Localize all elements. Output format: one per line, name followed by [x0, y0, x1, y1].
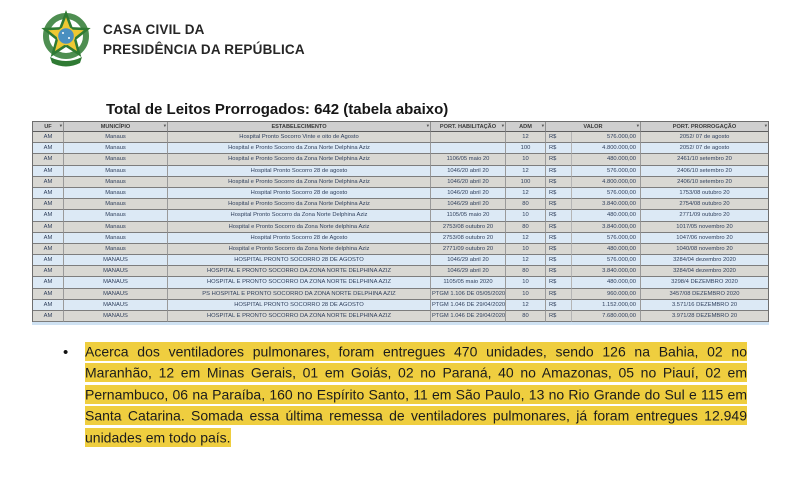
cell-municipio: MANAUS	[64, 266, 168, 277]
cell-estabelecimento: PS HOSPITAL E PRONTO SOCORRO DA ZONA NORTE DELPHINA AZIZ	[168, 289, 431, 300]
cell-port-prorrogacao: 3.571/16 DEZEMBRO 20	[641, 300, 768, 311]
cell-estabelecimento: Hospital e Pronto Socorro da Zona Norte Delphina Aziz	[168, 177, 431, 188]
cell-port-habilitacao: 1046/29 abril 20	[431, 255, 506, 266]
cell-valor: 576.000,00	[572, 188, 641, 199]
cell-currency: R$	[546, 300, 572, 311]
cell-municipio: Manaus	[64, 244, 168, 255]
cell-adm: 100	[506, 177, 546, 188]
column-label: VALOR	[583, 123, 603, 130]
table-row	[33, 233, 768, 244]
cell-municipio: MANAUS	[64, 300, 168, 311]
column-header-port-prorrogacao	[641, 122, 768, 132]
beds-table	[32, 121, 769, 323]
column-header-adm	[506, 122, 546, 132]
column-label: PORT. PRORROGAÇÃO	[672, 123, 737, 130]
cell-currency: R$	[546, 154, 572, 165]
cell-port-habilitacao: 2753/08 outubro 20	[431, 233, 506, 244]
cell-adm: 12	[506, 166, 546, 177]
cell-valor: 576.000,00	[572, 255, 641, 266]
cell-adm: 80	[506, 199, 546, 210]
table-row	[33, 132, 768, 143]
cell-valor: 576.000,00	[572, 233, 641, 244]
column-header-estabelecimento	[168, 122, 431, 132]
cell-uf: AM	[33, 166, 64, 177]
ventilators-paragraph	[85, 341, 747, 449]
cell-adm: 12	[506, 300, 546, 311]
cell-port-prorrogacao: 3457/08 DEZEMBRO 2020	[641, 289, 768, 300]
cell-estabelecimento: Hospital Pronto Socorro 28 de Agosto	[168, 233, 431, 244]
cell-estabelecimento: Hospital e Pronto Socorro da Zona Norte Delphina Aziz	[168, 199, 431, 210]
cell-municipio: MANAUS	[64, 277, 168, 288]
column-label: MUNICÍPIO	[100, 123, 131, 130]
cell-currency: R$	[546, 166, 572, 177]
cell-currency: R$	[546, 277, 572, 288]
cell-valor: 480.000,00	[572, 244, 641, 255]
cell-adm: 10	[506, 210, 546, 221]
cell-currency: R$	[546, 311, 572, 322]
cell-valor: 3.840.000,00	[572, 222, 641, 233]
cell-estabelecimento: Hospital e Pronto Socorro da Zona Norte Delphina Aziz	[168, 154, 431, 165]
table-row	[33, 255, 768, 266]
table-title: Total de Leitos Prorrogados: 642 (tabela abaixo)	[106, 101, 449, 118]
cell-uf: AM	[33, 300, 64, 311]
table-row	[33, 222, 768, 233]
cell-port-prorrogacao: 2406/10 setembro 20	[641, 177, 768, 188]
cell-currency: R$	[546, 233, 572, 244]
column-label: ESTABELECIMENTO	[271, 123, 327, 130]
filter-icon: ▾	[764, 122, 767, 128]
cell-port-habilitacao: PTGM 1.106 DE 05/05/2020	[431, 289, 506, 300]
table-row	[33, 266, 768, 277]
cell-port-prorrogacao: 2052/ 07 de agosto	[641, 132, 768, 143]
cell-municipio: Manaus	[64, 222, 168, 233]
cell-port-habilitacao: PTGM 1.046 DE 29/04/2020	[431, 300, 506, 311]
cell-port-prorrogacao: 3284/04 dezembro 2020	[641, 255, 768, 266]
cell-adm: 80	[506, 222, 546, 233]
cell-currency: R$	[546, 199, 572, 210]
cell-port-prorrogacao: 2052/ 07 de agosto	[641, 143, 768, 154]
filter-icon: ▾	[501, 122, 504, 128]
cell-port-habilitacao: 2771/09 outubro 20	[431, 244, 506, 255]
org-line-2: PRESIDÊNCIA DA REPÚBLICA	[103, 42, 305, 57]
cell-adm: 10	[506, 154, 546, 165]
cell-municipio: MANAUS	[64, 255, 168, 266]
org-title	[103, 20, 305, 60]
cell-adm: 80	[506, 311, 546, 322]
table-bottom-strip	[32, 322, 769, 325]
cell-municipio: Manaus	[64, 199, 168, 210]
table-row	[33, 210, 768, 221]
table-row	[33, 244, 768, 255]
table-header-row	[33, 122, 768, 132]
cell-adm: 12	[506, 132, 546, 143]
filter-icon: ▾	[636, 122, 639, 128]
cell-port-habilitacao	[431, 143, 506, 154]
cell-estabelecimento: HOSPITAL PRONTO SOCORRO 28 DE AGOSTO	[168, 300, 431, 311]
cell-uf: AM	[33, 266, 64, 277]
column-header-port-habilitacao	[431, 122, 506, 132]
cell-port-prorrogacao: 1753/08 outubro 20	[641, 188, 768, 199]
cell-estabelecimento: Hospital Pronto Socorro 28 de agosto	[168, 188, 431, 199]
column-label: ADM	[519, 123, 532, 130]
filter-icon: ▾	[59, 122, 62, 128]
cell-estabelecimento: Hospital Pronto Socorro da Zona Norte Delphina Aziz	[168, 210, 431, 221]
brazil-coat-of-arms-icon	[36, 8, 96, 70]
filter-icon: ▾	[163, 122, 166, 128]
cell-valor: 960.000,00	[572, 289, 641, 300]
table-row	[33, 154, 768, 165]
cell-uf: AM	[33, 289, 64, 300]
org-line-1: CASA CIVIL DA	[103, 22, 205, 37]
cell-municipio: Manaus	[64, 132, 168, 143]
cell-port-habilitacao: PTGM 1.046 DE 29/04/2020	[431, 311, 506, 322]
cell-uf: AM	[33, 199, 64, 210]
cell-currency: R$	[546, 289, 572, 300]
cell-municipio: Manaus	[64, 177, 168, 188]
cell-uf: AM	[33, 277, 64, 288]
cell-adm: 10	[506, 244, 546, 255]
cell-port-prorrogacao: 1047/06 novembro 20	[641, 233, 768, 244]
cell-adm: 12	[506, 188, 546, 199]
cell-uf: AM	[33, 188, 64, 199]
cell-currency: R$	[546, 266, 572, 277]
cell-currency: R$	[546, 188, 572, 199]
cell-estabelecimento: Hospital e Pronto Socorro da Zona Norte delphina Aziz	[168, 222, 431, 233]
cell-port-habilitacao: 1046/29 abril 20	[431, 266, 506, 277]
cell-adm: 10	[506, 289, 546, 300]
cell-valor: 4.800.000,00	[572, 177, 641, 188]
cell-currency: R$	[546, 210, 572, 221]
cell-port-habilitacao: 1046/20 abril 20	[431, 188, 506, 199]
cell-estabelecimento: HOSPITAL PRONTO SOCORRO 28 DE AGOSTO	[168, 255, 431, 266]
cell-valor: 7.680.000,00	[572, 311, 641, 322]
cell-municipio: MANAUS	[64, 311, 168, 322]
filter-icon: ▾	[426, 122, 429, 128]
cell-port-habilitacao: 1046/29 abril 20	[431, 199, 506, 210]
cell-port-prorrogacao: 2754/08 outubro 20	[641, 199, 768, 210]
cell-adm: 12	[506, 255, 546, 266]
cell-port-prorrogacao: 2771/09 outubro 20	[641, 210, 768, 221]
cell-uf: AM	[33, 210, 64, 221]
cell-currency: R$	[546, 255, 572, 266]
cell-uf: AM	[33, 311, 64, 322]
table-row	[33, 199, 768, 210]
column-header-municipio	[64, 122, 168, 132]
cell-port-prorrogacao: 2406/10 setembro 20	[641, 166, 768, 177]
table-row	[33, 300, 768, 311]
cell-uf: AM	[33, 255, 64, 266]
table-row	[33, 143, 768, 154]
cell-port-prorrogacao: 1017/05 novembro 20	[641, 222, 768, 233]
cell-port-habilitacao	[431, 132, 506, 143]
table-row	[33, 289, 768, 300]
bullet-point: •	[63, 344, 69, 361]
cell-adm: 12	[506, 233, 546, 244]
cell-valor: 480.000,00	[572, 277, 641, 288]
cell-municipio: Manaus	[64, 166, 168, 177]
cell-valor: 3.840.000,00	[572, 266, 641, 277]
highlighted-text: Acerca dos ventiladores pulmonares, foram entregues 470 unidades, sendo 126 na Bahia, 02 no Maranhão, 12 em Minas Gerais, 01 em Goiás, 02 no Paraná, 40 no Amazonas, 05 no Piauí, 02 em Pernambuco, 06 na Paraíba, 160 no Espírito Santo, 11 em São Paulo, 13 no Rio Grande do Sul e 115 em Santa Catarina. Somada essa última remessa de ventiladores pulmonares, já foram entregues 12.949 unidades em todo país.	[85, 343, 747, 445]
table-row	[33, 177, 768, 188]
cell-currency: R$	[546, 132, 572, 143]
cell-port-prorrogacao: 3.971/28 DEZEMBRO 20	[641, 311, 768, 322]
cell-uf: AM	[33, 177, 64, 188]
cell-uf: AM	[33, 244, 64, 255]
cell-valor: 480.000,00	[572, 210, 641, 221]
cell-municipio: MANAUS	[64, 289, 168, 300]
cell-municipio: Manaus	[64, 154, 168, 165]
cell-port-prorrogacao: 3298/4 DEZEMBRO 2020	[641, 277, 768, 288]
column-header-valor	[546, 122, 641, 132]
cell-estabelecimento: HOSPITAL E PRONTO SOCORRO DA ZONA NORTE DELPHINA AZIZ	[168, 277, 431, 288]
cell-municipio: Manaus	[64, 143, 168, 154]
cell-currency: R$	[546, 143, 572, 154]
cell-valor: 576.000,00	[572, 166, 641, 177]
cell-estabelecimento: HOSPITAL E PRONTO SOCORRO DA ZONA NORTE DELPHINA AZIZ	[168, 266, 431, 277]
cell-port-prorrogacao: 3284/04 dezembro 2020	[641, 266, 768, 277]
cell-valor: 3.840.000,00	[572, 199, 641, 210]
cell-estabelecimento: HOSPITAL E PRONTO SOCORRO DA ZONA NORTE DELPHINA AZIZ	[168, 311, 431, 322]
cell-valor: 576.000,00	[572, 132, 641, 143]
cell-uf: AM	[33, 143, 64, 154]
cell-currency: R$	[546, 177, 572, 188]
cell-adm: 80	[506, 266, 546, 277]
cell-uf: AM	[33, 222, 64, 233]
table-row	[33, 166, 768, 177]
cell-municipio: Manaus	[64, 210, 168, 221]
cell-port-habilitacao: 1046/20 abril 20	[431, 166, 506, 177]
cell-adm: 10	[506, 277, 546, 288]
cell-currency: R$	[546, 222, 572, 233]
cell-municipio: Manaus	[64, 233, 168, 244]
cell-valor: 4.800.000,00	[572, 143, 641, 154]
cell-valor: 480.000,00	[572, 154, 641, 165]
cell-estabelecimento: Hospital Pronto Socorro Vinte e oito de Agosto	[168, 132, 431, 143]
table-row	[33, 277, 768, 288]
cell-adm: 100	[506, 143, 546, 154]
cell-port-prorrogacao: 2461/10 setembro 20	[641, 154, 768, 165]
cell-port-prorrogacao: 1040/08 novembro 20	[641, 244, 768, 255]
cell-uf: AM	[33, 132, 64, 143]
cell-estabelecimento: Hospital e Pronto Socorro da Zona Norte delphina Aziz	[168, 244, 431, 255]
cell-port-habilitacao: 2753/08 outubro 20	[431, 222, 506, 233]
cell-estabelecimento: Hospital e Pronto Socorro da Zona Norte Delphina Aziz	[168, 143, 431, 154]
cell-port-habilitacao: 1105/05 maio 2020	[431, 277, 506, 288]
filter-icon: ▾	[541, 122, 544, 128]
table-body	[33, 132, 768, 322]
table-row	[33, 311, 768, 322]
table-row	[33, 188, 768, 199]
cell-port-habilitacao: 1046/20 abril 20	[431, 177, 506, 188]
cell-port-habilitacao: 1105/05 maio 20	[431, 210, 506, 221]
cell-uf: AM	[33, 154, 64, 165]
cell-municipio: Manaus	[64, 188, 168, 199]
cell-estabelecimento: Hospital Pronto Socorro 28 de agosto	[168, 166, 431, 177]
column-label: UF	[44, 123, 52, 130]
cell-port-habilitacao: 1106/05 maio 20	[431, 154, 506, 165]
cell-valor: 1.152.000,00	[572, 300, 641, 311]
column-header-uf	[33, 122, 64, 132]
cell-uf: AM	[33, 233, 64, 244]
cell-currency: R$	[546, 244, 572, 255]
column-label: PORT. HABILITAÇÃO	[439, 123, 497, 130]
